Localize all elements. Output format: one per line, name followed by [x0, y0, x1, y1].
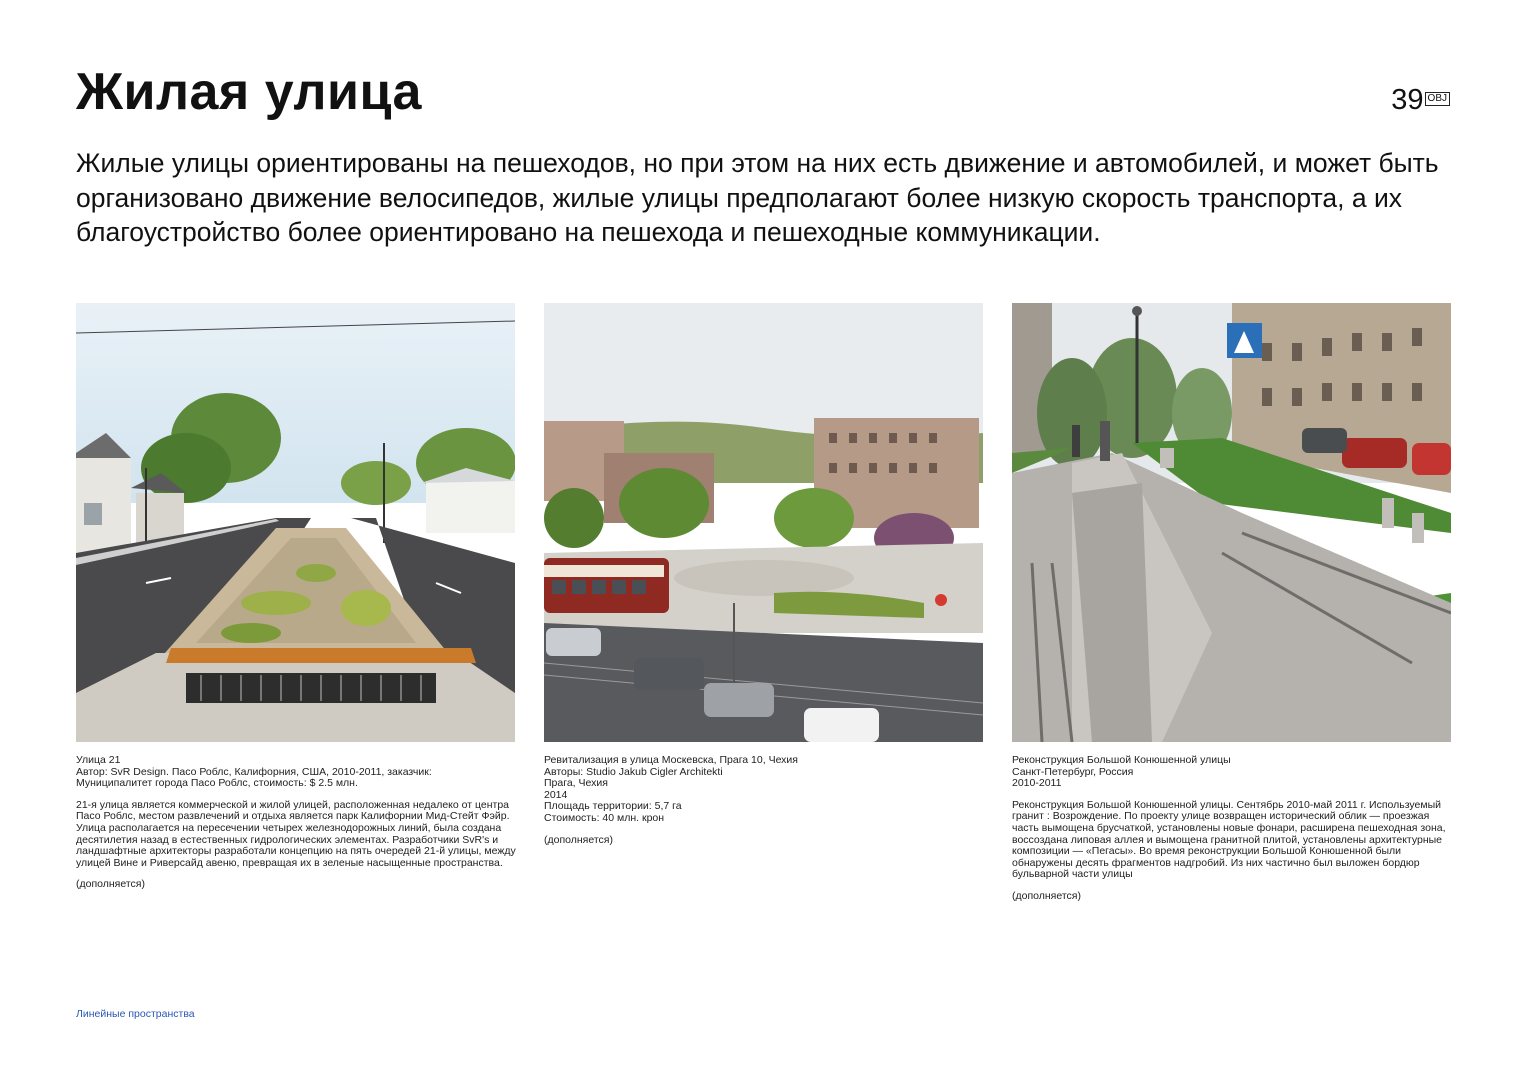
photo-moskevska: [544, 303, 983, 742]
caption-note: (дополняется): [76, 878, 145, 891]
footer-section-link[interactable]: Линейные пространства: [76, 1008, 195, 1020]
photo-bolshaya-konyushennaya: [1012, 303, 1451, 742]
caption-line: Ревитализация в улица Москевска, Прага 10, Чехия: [544, 754, 798, 766]
photo-moskevska-image: [544, 303, 983, 742]
caption-line: Стоимость: 40 млн. крон: [544, 811, 665, 824]
page-number-value: 39: [1391, 84, 1424, 116]
caption-line: 2014: [544, 788, 568, 801]
caption-line: Прага, Чехия: [544, 777, 608, 790]
caption-note: (дополняется): [1012, 889, 1081, 902]
obj-badge: OBJ: [1425, 92, 1450, 106]
caption-moskevska: [544, 755, 984, 846]
caption-line: Муниципалитет города Пасо Роблс, стоимость: $ 2.5 млн.: [76, 777, 358, 790]
photo-street-21: [76, 303, 515, 742]
caption-line: Реконструкция Большой Конюшенной улицы: [1012, 754, 1231, 766]
caption-line: Улица 21: [76, 754, 121, 766]
caption-line: Площадь территории: 5,7 га: [544, 800, 682, 813]
caption-line: Санкт-Петербург, Россия: [1012, 765, 1134, 778]
caption-street-21: [76, 755, 516, 891]
lead-paragraph: Жилые улицы ориентированы на пешеходов, но при этом на них есть движение и автомобилей, и может быть организовано движение велосипедов, жилые улицы предполагают более низкую скорость транспорта, а их благоустройство более ориентировано на пешехода и пешеходные коммуникации.: [76, 148, 1439, 247]
page-number: [1391, 84, 1450, 117]
page-title: Жилая улица: [76, 63, 422, 121]
photo-bolshaya-konyushennaya-image: [1012, 303, 1451, 742]
caption-note: (дополняется): [544, 833, 613, 846]
caption-line: Авторы: Studio Jakub Cigler Architekti: [544, 765, 723, 778]
caption-description: 21-я улица является коммерческой и жилой улицей, расположенная недалеко от центра Пасо Роблс, местом развлечений и отдыха является парк Калифорнии Мид-Стейт Фэйр. Улица располагается на пересечении четырех железнодорожных линий, была создана десятилетия назад в естественных гидрологических элементах. Разработчики SvR's и ландшафтные архитекторы разработали концепцию на пять очередей 21-й улицы, между улицей Вине и Риверсайд авеню, превращая их в зеленые насыщенные пространства.: [76, 798, 516, 869]
caption-description: Реконструкция Большой Конюшенной улицы. Сентябрь 2010-май 2011 г. Используемый гранит : Возрождение. По проекту улице возвращен исторический облик — проезжая часть вымощена брусчаткой, установлены новые фонари, расширена пешеходная зона, воссоздана липовая аллея и вымощена гранитной плитой, установлены архитектурные композиции — «Пегасы». Во время реконструкции Большой Конюшенной были обнаружены десять фрагментов надгробий. Из них частично был выложен бордюр бульварной части улицы: [1012, 798, 1446, 881]
caption-line: 2010-2011: [1012, 777, 1062, 790]
photo-street-21-image: [76, 303, 515, 742]
caption-line: Автор: SvR Design. Пасо Роблс, Калифорния, США, 2010-2011, заказчик:: [76, 765, 432, 778]
caption-bolshaya-konyushennaya: [1012, 755, 1452, 903]
